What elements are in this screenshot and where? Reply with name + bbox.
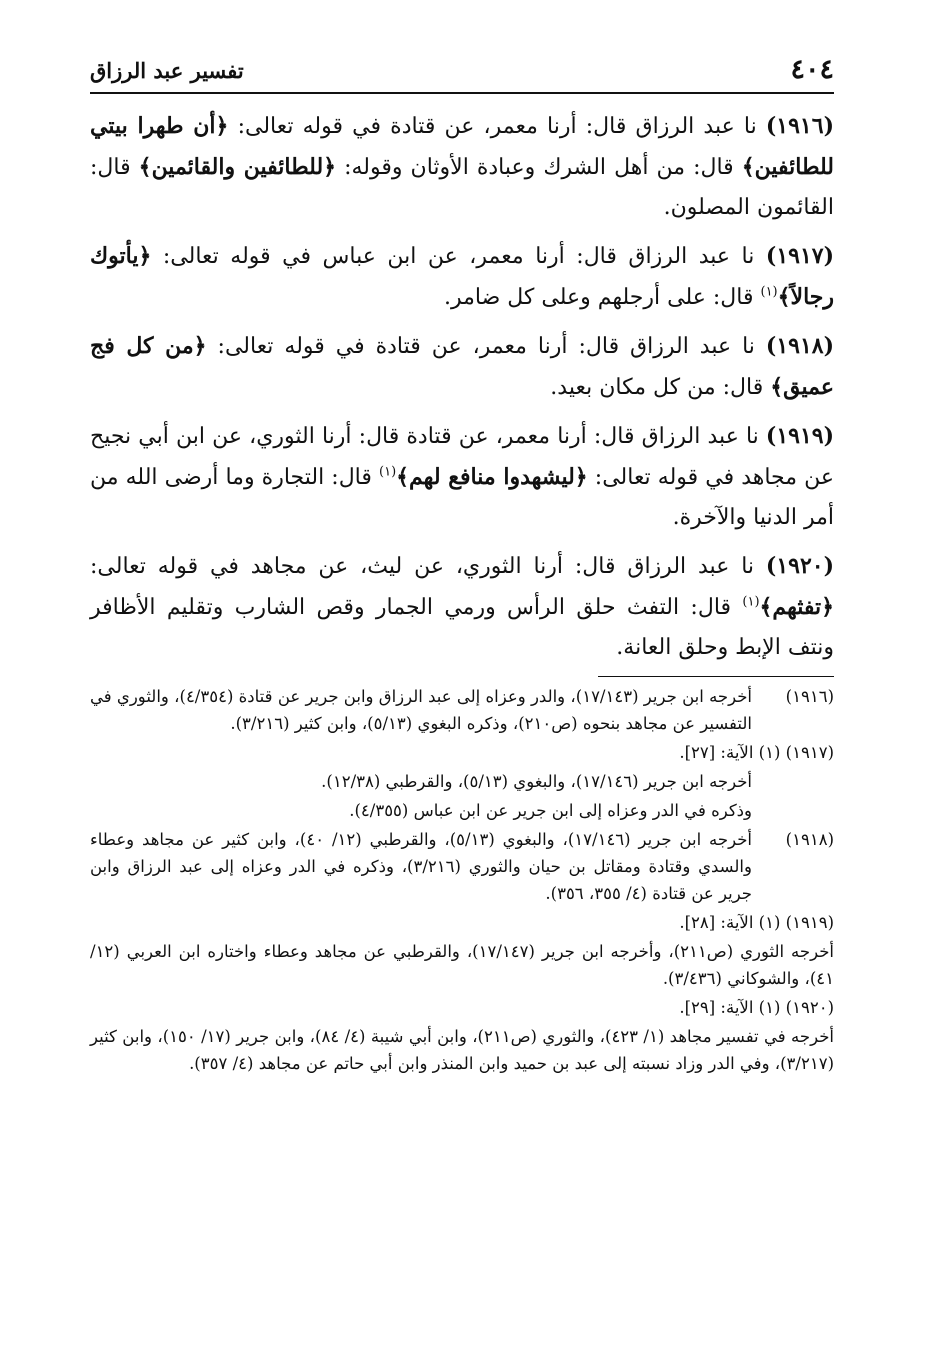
running-title: تفسير عبد الرزاق xyxy=(90,58,244,83)
paragraph-number: (١٩١٩) xyxy=(765,423,834,449)
document-page xyxy=(90,52,834,1079)
paragraph-1919 xyxy=(90,416,834,538)
paragraph-1920 xyxy=(90,546,834,668)
paragraph-text: نا عبد الرزاق قال: أرنا معمر، عن قتادة في قوله تعالى: xyxy=(228,114,766,139)
footnote-1919-heading: (١٩١٩) (١) الآية: [٢٨]. xyxy=(679,913,834,932)
page-number: ٤٠٤ xyxy=(790,54,834,85)
footnote-1917-line-1: أخرجه ابن جرير (١٧/١٤٦)، والبغوي (٥/١٣)، والقرطبي (١٢/٣٨). xyxy=(321,772,752,791)
page-header xyxy=(90,52,834,94)
paragraph-text: نا عبد الرزاق قال: أرنا الثوري، عن ليث، عن مجاهد في قوله تعالى: xyxy=(90,554,766,579)
paragraph-1917 xyxy=(90,236,834,318)
paragraph-text: قال: على أرجلهم وعلى كل ضامر. xyxy=(443,285,761,310)
footnote-1919-text: أخرجه الثوري (ص٢١١)، وأخرجه ابن جرير (١٧/١٤٧)، والقرطبي عن مجاهد وعطاء واختاره ابن العربي (١٢/ ٤١)، والشوكاني (٣/٤٣٦). xyxy=(90,942,834,988)
paragraph-text: قال: التفث حلق الرأس ورمي الجمار وقص الشارب وتقليم الأظافر ونتف الإبط وحلق العانة. xyxy=(90,595,834,660)
paragraph-text: قال: التجارة وما أرضى الله من أمر الدنيا والآخرة. xyxy=(90,465,834,530)
footnote-1918 xyxy=(90,826,834,907)
quran-quote: ﴿من كل فج عميق﴾ xyxy=(90,333,834,400)
paragraph-text: نا عبد الرزاق قال: أرنا معمر، عن قتادة في قوله تعالى: xyxy=(206,334,766,359)
footnote-marker[interactable]: (١) xyxy=(742,594,760,610)
footnote-text: أخرجه ابن جرير (١٧/١٤٣)، والدر وعزاه إلى عبد الرزاق وابن جرير عن قتادة (٤/٣٥٤)، والثوري في التفسير عن مجاهد بنحوه (ص٢١٠)، وذكره البغوي (٥/١٣)، وابن كثير (٣/٢١٦). xyxy=(90,687,753,733)
paragraph-text: قال: من كل مكان بعيد. xyxy=(550,375,771,400)
footnote-text: أخرجه ابن جرير (١٧/١٤٦)، والبغوي (٥/١٣)، والقرطبي (١٢/ ٤٠)، وابن كثير عن مجاهد وعطاء والسدي وقتادة ومقاتل بن حيان والثوري (٣/٢١٦)، وذكره في الدر وعزاه إلى عبد الرزاق وابن جرير عن قتادة (٤/ ٣٥٥، ٣٥٦). xyxy=(90,830,752,903)
paragraph-text: نا عبد الرزاق قال: أرنا معمر، عن ابن عباس في قوله تعالى: xyxy=(151,244,766,269)
quran-quote: ﴿ليشهدوا منافع لهم﴾ xyxy=(396,464,588,490)
quran-quote: ﴿أن طهرا بيتي للطائفين﴾ xyxy=(90,113,835,180)
footnotes-section xyxy=(90,683,834,1077)
paragraph-1916 xyxy=(90,106,834,228)
footnote-1917-line-2: وذكره في الدر وعزاه إلى ابن جرير عن ابن عباس (٤/٣٥٥). xyxy=(349,801,752,820)
main-text xyxy=(90,106,834,668)
quran-quote: ﴿يأتوك رجالاً﴾ xyxy=(90,243,834,310)
paragraph-text: نا عبد الرزاق قال: أرنا معمر، عن قتادة قال: أرنا الثوري، عن ابن أبي نجيح عن مجاهد في قوله تعالى: xyxy=(90,424,835,490)
paragraph-number: (١٩١٨) xyxy=(765,333,834,359)
footnote-marker[interactable]: (١) xyxy=(379,464,397,480)
paragraph-number: (١٩٢٠) xyxy=(765,553,834,579)
paragraph-1918 xyxy=(90,326,834,408)
quran-quote: ﴿تفثهم﴾ xyxy=(759,594,834,620)
paragraph-number: (١٩١٧) xyxy=(765,243,834,269)
footnote-1920-text: أخرجه في تفسير مجاهد (١/ ٤٢٣)، والثوري (ص٢١١)، وابن أبي شيبة (٤/ ٨٤)، وابن جرير (١٧/ ١٥٠)، وابن كثير (٣/٢١٧)، وفي الدر وزاد نسبته إلى عبد بن حميد وابن المنذر وابن أبي حاتم عن مجاهد (٤/ ٣٥٧). xyxy=(90,1027,834,1073)
footnote-number: (١٩١٦) xyxy=(785,687,834,706)
footnote-divider xyxy=(598,676,834,677)
footnote-1917-heading: (١٩١٧) (١) الآية: [٢٧]. xyxy=(679,743,834,762)
footnote-1916 xyxy=(90,683,834,737)
quran-quote: ﴿للطائفين والقائمين﴾ xyxy=(138,154,337,180)
footnote-marker[interactable]: (١) xyxy=(760,284,778,300)
footnote-1920-heading: (١٩٢٠) (١) الآية: [٢٩]. xyxy=(679,998,834,1017)
paragraph-text: قال: من أهل الشرك وعبادة الأوثان وقوله: xyxy=(336,155,742,180)
paragraph-text: قال: القائمون المصلون. xyxy=(90,155,834,220)
footnote-number: (١٩١٨) xyxy=(785,830,834,849)
paragraph-number: (١٩١٦) xyxy=(765,113,834,139)
